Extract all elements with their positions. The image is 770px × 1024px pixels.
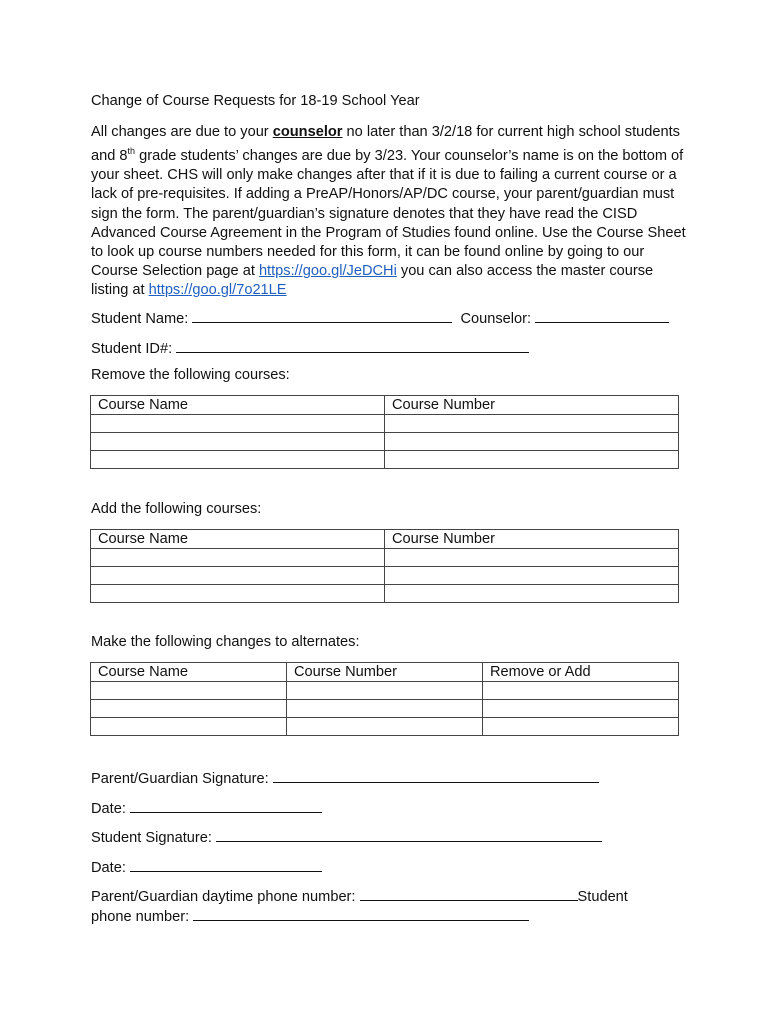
course-selection-link[interactable]: https://goo.gl/JeDCHi <box>258 263 397 280</box>
intro-text-2: no later than 3/2/18 for current high school students and 8 <box>91 124 680 165</box>
date-field[interactable] <box>130 798 322 813</box>
course-number-cell[interactable] <box>385 585 679 603</box>
course-name-cell[interactable] <box>91 682 287 700</box>
course-name-cell[interactable] <box>91 700 287 718</box>
counselor-field[interactable] <box>535 308 669 323</box>
table-header-row <box>91 396 679 415</box>
student-name-label: Student Name: <box>91 311 189 327</box>
parent-phone-field[interactable] <box>360 886 578 901</box>
column-header: Remove or Add <box>483 663 679 682</box>
page-title: Change of Course Requests for 18-19 School Year <box>91 93 420 109</box>
table-row <box>91 682 679 700</box>
table-row <box>91 433 679 451</box>
remove-or-add-cell[interactable] <box>483 682 679 700</box>
intro-text-1: All changes are due to your <box>91 124 273 140</box>
column-header: Course Name <box>91 396 385 415</box>
table-header-row <box>91 530 679 549</box>
counselor-label: Counselor: <box>460 311 532 327</box>
add-courses-table <box>90 529 679 603</box>
parent-phone-label: Parent/Guardian daytime phone number: <box>91 889 356 905</box>
student-name-field[interactable] <box>192 308 452 323</box>
student-signature-field[interactable] <box>216 827 602 842</box>
table-row <box>91 415 679 433</box>
date-row-1 <box>91 798 322 817</box>
course-number-cell[interactable] <box>385 415 679 433</box>
table-row <box>91 585 679 603</box>
date-label: Date: <box>91 801 126 817</box>
parent-signature-label: Parent/Guardian Signature: <box>91 771 269 787</box>
course-number-cell[interactable] <box>385 567 679 585</box>
alternates-table <box>90 662 679 736</box>
student-name-row <box>91 308 669 327</box>
parent-signature-row <box>91 768 599 787</box>
course-number-cell[interactable] <box>287 682 483 700</box>
ordinal-suffix: th <box>127 146 136 157</box>
table-row <box>91 549 679 567</box>
intro-text-3: grade students’ changes are due by 3/23. Your counselor’s name is on the bottom of your sheet. CHS will only make changes after that if it is due to failing a current course or a lack of pre-requisites. If adding a PreAP/Honors/AP/DC course, your parent/guardian must sign the form. The parent/guardian’s signature denotes that they have read the CISD Advanced Course Agreement in the Program of Studies found online. Use the Course Sheet to look up course numbers needed for this form, it can be found online by going to our Course Selection page at <box>91 148 686 280</box>
table-row <box>91 718 679 736</box>
student-phone-label: phone number: <box>91 909 190 925</box>
student-id-label: Student ID#: <box>91 341 173 357</box>
instructions-paragraph <box>91 123 691 301</box>
table-row <box>91 451 679 469</box>
course-name-cell[interactable] <box>91 585 385 603</box>
course-number-cell[interactable] <box>287 700 483 718</box>
course-name-cell[interactable] <box>91 433 385 451</box>
student-signature-label: Student Signature: <box>91 830 212 846</box>
table-row <box>91 567 679 585</box>
remove-or-add-cell[interactable] <box>483 718 679 736</box>
remove-courses-label: Remove the following courses: <box>91 367 290 383</box>
course-number-cell[interactable] <box>385 451 679 469</box>
date-row-2 <box>91 857 322 876</box>
course-name-cell[interactable] <box>91 718 287 736</box>
course-number-cell[interactable] <box>385 549 679 567</box>
column-header: Course Number <box>385 530 679 549</box>
remove-courses-table <box>90 395 679 469</box>
student-phone-row <box>91 906 529 925</box>
master-course-listing-link[interactable]: https://goo.gl/7o21LE <box>148 282 287 299</box>
student-id-row <box>91 338 529 357</box>
add-courses-label: Add the following courses: <box>91 501 262 517</box>
course-number-cell[interactable] <box>287 718 483 736</box>
column-header: Course Number <box>385 396 679 415</box>
student-phone-field[interactable] <box>193 906 529 921</box>
parent-phone-row <box>91 886 628 905</box>
table-row <box>91 700 679 718</box>
column-header: Course Number <box>287 663 483 682</box>
column-header: Course Name <box>91 663 287 682</box>
course-number-cell[interactable] <box>385 433 679 451</box>
student-phone-label-start: Student <box>577 889 628 905</box>
course-name-cell[interactable] <box>91 567 385 585</box>
counselor-emphasis: counselor <box>272 124 343 140</box>
course-name-cell[interactable] <box>91 415 385 433</box>
alternates-label: Make the following changes to alternates: <box>91 634 360 650</box>
student-signature-row <box>91 827 602 846</box>
date-label: Date: <box>91 860 126 876</box>
student-id-field[interactable] <box>176 338 529 353</box>
table-header-row <box>91 663 679 682</box>
course-name-cell[interactable] <box>91 549 385 567</box>
parent-signature-field[interactable] <box>273 768 599 783</box>
column-header: Course Name <box>91 530 385 549</box>
course-name-cell[interactable] <box>91 451 385 469</box>
remove-or-add-cell[interactable] <box>483 700 679 718</box>
date-field[interactable] <box>130 857 322 872</box>
intro-text-4: you can also access the master course listing at <box>91 263 654 299</box>
